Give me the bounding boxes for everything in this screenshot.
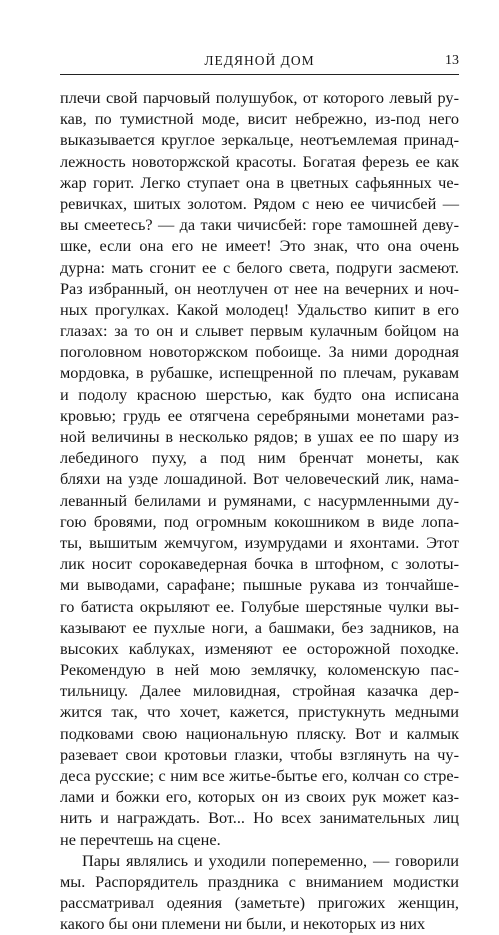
text-line: казывают ее пухлые ноги, а башмаки, без задников, на [60,617,459,637]
text-line: ми выводами, сарафане; пышные рукава из тончайше- [60,575,459,595]
text-line: ревичках, шитых золотом. Рядом с нею ее чичисбей — [60,193,459,213]
text-line: жится так, что хочет, кажется, пристукнуть медными [60,702,459,722]
text-line: дурна: мать сгонит ее с белого света, подруги засмеют. [60,257,459,277]
body-text [60,87,459,935]
text-line: деса русские; с ним все житье-бытье его, колчан со стре- [60,766,459,785]
page-number: 13 [445,53,459,68]
text-line: бляхи на узде лошадиной. Вот человеческий лик, нама- [60,469,459,489]
text-line: рассматривал одеяния (заметьте) пригожих женщин, [60,893,459,913]
text-line: какого бы они племени ни были, и некоторых из них [60,914,426,934]
text-line: глазах: за то он и слывет первым кулачным бойцом на [60,321,459,341]
text-line: лик носит сорокаведерная бочка в штофном, с золоты- [60,554,459,574]
text-line: и подолу красною шерстью, как будто она исписана [60,384,459,404]
text-line: ной величины в несколько рядов; в ушах ее по шару из [60,427,459,446]
text-line: мы. Распорядитель праздника с вниманием модистки [60,871,459,891]
text-line: го батиста окрыляют ее. Голубые шерстяные чулки вы- [60,596,459,616]
text-line: лежность новоторжской красоты. Богатая ферезь ее как [60,151,459,171]
text-line: лебединого пуху, а под ним бренчат монеты, как [60,448,459,468]
text-line: вы смеетесь? — да таки чичисбей: горе тамошней деву- [60,215,459,235]
text-line: шке, если она его не имеет! Это знак, что она очень [60,236,459,256]
text-line: тильницу. Далее миловидная, стройная казачка дер- [60,681,459,701]
text-line: кав, по тумистной моде, висит небрежно, из-под него [60,109,459,129]
text-line: мордовка, в рубашке, испещренной по плечам, рукавам [60,363,459,383]
running-head [60,52,459,72]
text-line: лами и божки его, которых он из своих рук может каз- [60,787,459,807]
text-line: Раз избранный, он неотлучен от нее на вечерних и ноч- [60,278,459,298]
text-line: леванный белилами и румянами, с насурмленными ду- [60,490,459,510]
text-line: ты, вышитым жемчугом, изумрудами и яхонтами. Этот [60,532,459,552]
text-line: поголовном новоторжском побоище. За ними дородная [60,342,459,362]
text-line: ных прогулках. Какой молодец! Удальство кипит в его [60,299,459,319]
text-line: высоких каблуках, изменяют ее осторожной походке. [60,638,459,658]
paragraph [60,850,459,935]
text-line: Рекомендую в ней мою землячку, коломенскую пас- [60,660,459,680]
text-line: плечи свой парчовый полушубок, от которого левый ру- [60,88,459,107]
text-line: не перечтешь на сцене. [60,829,221,849]
running-title: ЛЕДЯНОЙ ДОМ [204,53,315,68]
paragraph [60,87,459,850]
text-line: выказывается круглое зеркальце, неотъемлемая принад- [60,130,459,150]
text-line: Пары являлись и уходили попеременно, — говорили [82,850,459,870]
text-line: гою бровями, под огромным кокошником в виде лопа- [60,511,459,531]
text-line: кровью; грудь ее отягчена серебряными монетами раз- [60,405,459,425]
text-line: подковами свою национальную пляску. Вот и калмык [60,723,459,743]
text-line: разевает свои кротовьи глазки, чтобы взглянуть на чу- [60,744,459,764]
text-line: нить и награждать. Вот... Но всех занимательных лиц [60,808,459,828]
header-rule [60,74,459,75]
text-line: жар горит. Легко ступает она в цветных сафьянных че- [60,172,459,192]
